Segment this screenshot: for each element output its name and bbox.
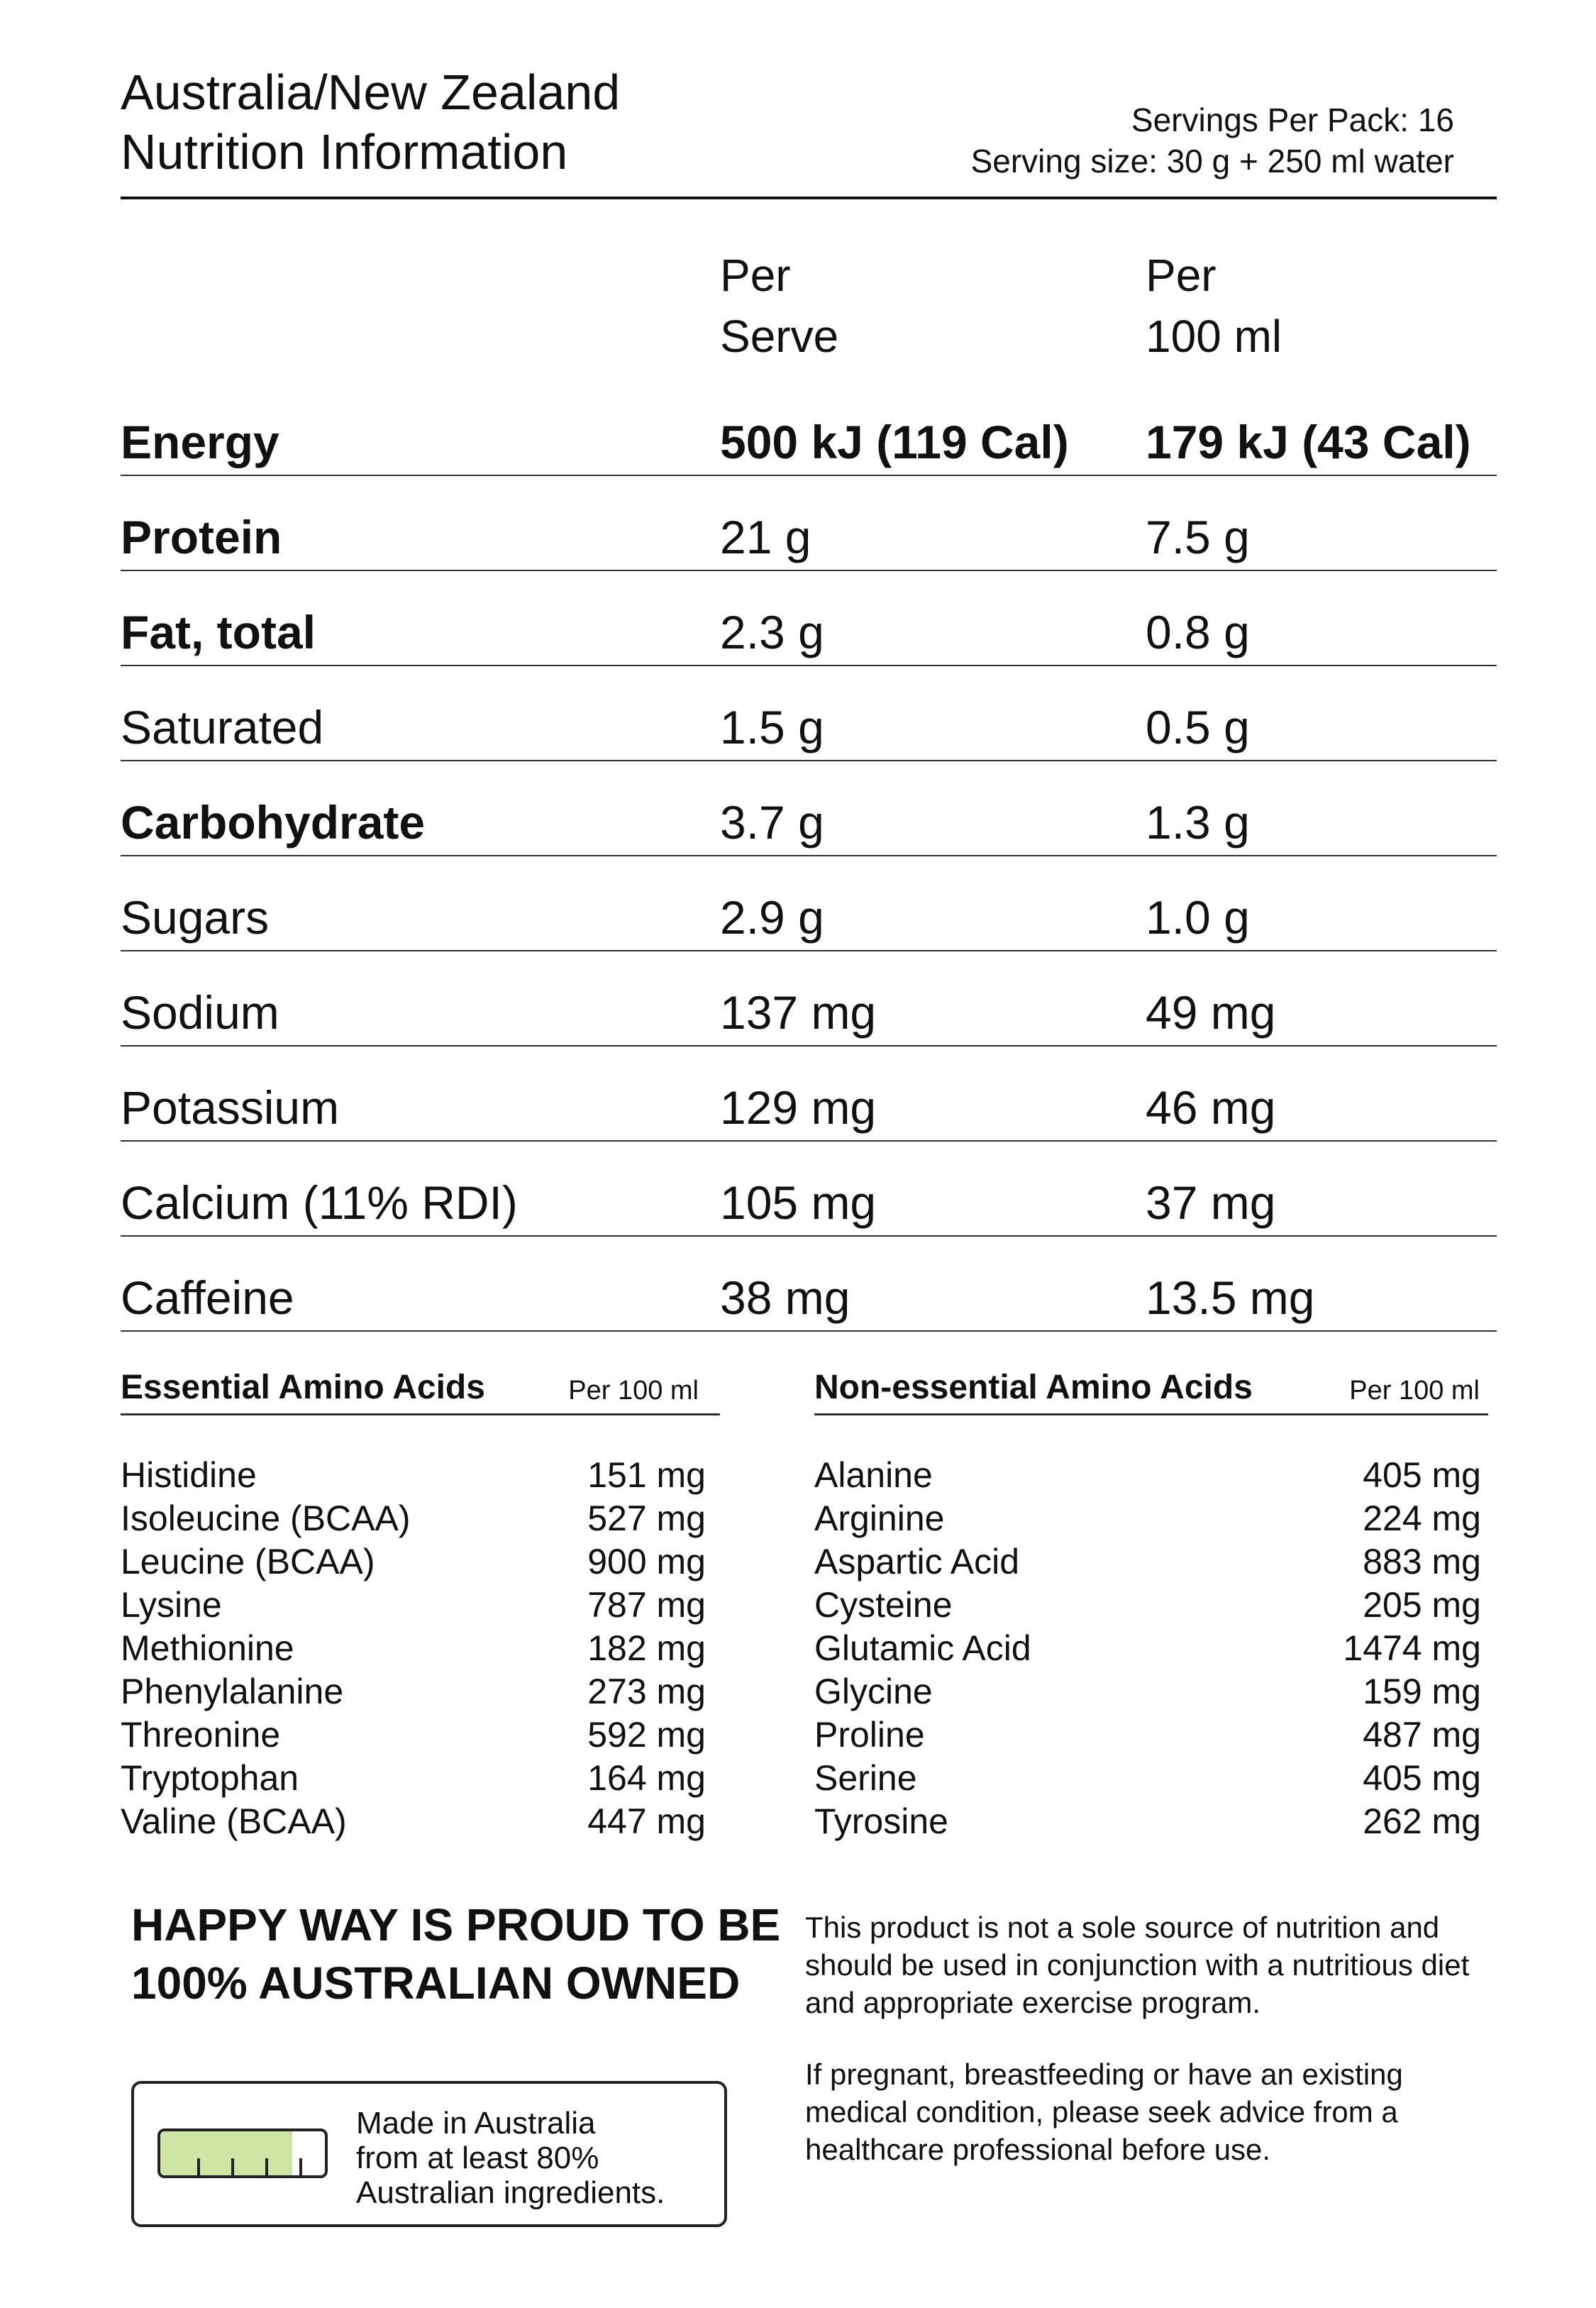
amino-value: 883 mg (1363, 1542, 1481, 1581)
per-100ml-value: 37 mg (1146, 1176, 1276, 1229)
australian-owned-statement (131, 1896, 780, 2012)
list-item (814, 1713, 1481, 1757)
nutrient-label: Calcium (11% RDI) (121, 1176, 518, 1229)
amino-value: 487 mg (1363, 1715, 1481, 1755)
amino-name: Glutamic Acid (814, 1628, 1031, 1668)
amino-name: Isoleucine (BCAA) (121, 1498, 411, 1538)
servings-per-pack: Servings Per Pack: 16 (1131, 101, 1454, 138)
serving-info (971, 99, 1454, 182)
nutrition-title (121, 62, 620, 182)
per-100ml-value: 1.0 g (1146, 891, 1250, 944)
list-item (121, 1627, 706, 1670)
nutrient-label: Carbohydrate (121, 796, 426, 849)
per-100ml-value: 7.5 g (1146, 511, 1250, 563)
made-line-3: Australian ingredients. (356, 2175, 665, 2210)
amino-value: 164 mg (587, 1758, 706, 1798)
nonessential-amino-unit: Per 100 ml (1349, 1376, 1480, 1406)
title-line-2: Nutrition Information (121, 124, 568, 180)
amino-name: Alanine (814, 1455, 933, 1495)
nutrition-row-sodium (121, 950, 1497, 1047)
bar-tick (231, 2158, 234, 2175)
per-100ml-value: 0.5 g (1146, 701, 1250, 753)
list-item (121, 1584, 706, 1627)
bar-tick (299, 2158, 302, 2175)
made-line-1: Made in Australia (356, 2106, 596, 2141)
amino-name: Valine (BCAA) (121, 1801, 347, 1841)
amino-value: 205 mg (1363, 1585, 1481, 1625)
nutrient-label: Energy (121, 416, 279, 468)
amino-name: Proline (814, 1715, 925, 1755)
australian-ingredients-bar-icon (157, 2128, 328, 2178)
amino-value: 1474 mg (1343, 1628, 1481, 1668)
nutrient-label: Sugars (121, 891, 270, 944)
amino-value: 447 mg (587, 1801, 706, 1841)
disclaimer-medical: If pregnant, breastfeeding or have an existing medical condition, please seek advice from a healthcare professional before use. (805, 2058, 1403, 2166)
amino-name: Arginine (814, 1498, 945, 1538)
per-100ml-value: 1.3 g (1146, 796, 1250, 849)
per-100ml-value: 0.8 g (1146, 606, 1250, 658)
bar-tick (265, 2158, 268, 2175)
amino-value: 262 mg (1363, 1801, 1481, 1841)
ingredients-bar-fill (160, 2131, 292, 2175)
nonessential-amino-acids-section (814, 1366, 1488, 1843)
made-line-2: from at least 80% (356, 2141, 599, 2175)
per-serve-value: 1.5 g (720, 701, 824, 753)
amino-value: 787 mg (587, 1585, 706, 1625)
amino-value: 182 mg (587, 1628, 706, 1668)
amino-name: Serine (814, 1758, 917, 1798)
list-item (121, 1713, 706, 1757)
list-item (121, 1497, 706, 1540)
bar-tick (197, 2158, 200, 2175)
per-100ml-value: 179 kJ (43 Cal) (1146, 416, 1471, 468)
per-serve-value: 38 mg (720, 1271, 850, 1324)
nutrition-row-saturated (121, 665, 1497, 761)
amino-name: Methionine (121, 1628, 294, 1668)
amino-name: Phenylalanine (121, 1672, 344, 1711)
nutrient-label: Caffeine (121, 1271, 294, 1324)
per-serve-value: 129 mg (720, 1081, 877, 1134)
list-item (814, 1454, 1481, 1497)
nutrition-row-potassium (121, 1045, 1497, 1142)
list-item (814, 1497, 1481, 1540)
nutrition-row-calcium (121, 1140, 1497, 1237)
per-serve-value: 500 kJ (119 Cal) (720, 416, 1069, 468)
amino-value: 900 mg (587, 1542, 706, 1581)
list-item (121, 1670, 706, 1713)
essential-amino-acids-section (121, 1366, 720, 1843)
per-serve-value: 105 mg (720, 1176, 877, 1229)
amino-name: Leucine (BCAA) (121, 1542, 375, 1581)
per-100ml-line-2: 100 ml (1146, 311, 1282, 362)
list-item (121, 1540, 706, 1584)
essential-amino-list (121, 1454, 706, 1843)
per-100ml-value: 49 mg (1146, 986, 1276, 1039)
amino-value: 527 mg (587, 1498, 706, 1538)
amino-value: 159 mg (1363, 1672, 1481, 1711)
list-item (121, 1800, 706, 1843)
amino-value: 405 mg (1363, 1758, 1481, 1798)
nutrient-label: Fat, total (121, 606, 316, 658)
nutrition-row-caffeine (121, 1235, 1497, 1332)
title-line-1: Australia/New Zealand (121, 65, 621, 120)
column-heading-per-serve (720, 245, 838, 367)
amino-name: Tyrosine (814, 1801, 948, 1841)
header-divider (121, 197, 1497, 199)
serving-size: Serving size: 30 g + 250 ml water (970, 143, 1454, 180)
nutrient-label: Sodium (121, 986, 279, 1039)
list-item (814, 1540, 1481, 1584)
nutrition-row-sugars (121, 855, 1497, 951)
essential-amino-unit: Per 100 ml (568, 1376, 699, 1406)
amino-name: Histidine (121, 1455, 257, 1495)
amino-value: 224 mg (1363, 1498, 1481, 1538)
nonessential-amino-divider (814, 1413, 1488, 1415)
made-in-australia-text (356, 2106, 665, 2210)
nonessential-amino-heading: Non-essential Amino Acids (814, 1369, 1253, 1406)
per-100ml-line-1: Per (1146, 250, 1217, 301)
nutrition-row-protein (121, 475, 1497, 571)
nutrition-row-carbohydrate (121, 760, 1497, 856)
amino-value: 592 mg (587, 1715, 706, 1755)
per-serve-line-1: Per (720, 250, 791, 301)
per-serve-value: 2.9 g (720, 891, 824, 944)
disclaimer (805, 1909, 1486, 2202)
list-item (814, 1627, 1481, 1670)
amino-name: Lysine (121, 1585, 222, 1625)
per-serve-value: 21 g (720, 511, 811, 563)
nonessential-amino-list (814, 1454, 1481, 1843)
amino-value: 405 mg (1363, 1455, 1481, 1495)
list-item (814, 1757, 1481, 1800)
amino-name: Threonine (121, 1715, 281, 1755)
essential-amino-heading: Essential Amino Acids (121, 1369, 485, 1406)
per-serve-line-2: Serve (720, 311, 839, 362)
list-item (814, 1670, 1481, 1713)
nutrient-label: Saturated (121, 701, 324, 753)
list-item (814, 1584, 1481, 1627)
list-item (814, 1800, 1481, 1843)
per-100ml-value: 13.5 mg (1146, 1271, 1315, 1324)
per-serve-value: 2.3 g (720, 606, 824, 658)
column-heading-per-100ml (1146, 245, 1282, 367)
proud-line-1: HAPPY WAY IS PROUD TO BE (131, 1899, 781, 1950)
amino-name: Cysteine (814, 1585, 953, 1625)
nutrition-row-energy (121, 380, 1497, 476)
amino-value: 151 mg (587, 1455, 706, 1495)
essential-amino-divider (121, 1413, 720, 1415)
nutrient-label: Protein (121, 511, 282, 563)
proud-line-2: 100% AUSTRALIAN OWNED (131, 1958, 741, 2009)
amino-name: Tryptophan (121, 1758, 299, 1798)
per-100ml-value: 46 mg (1146, 1081, 1276, 1134)
per-serve-value: 137 mg (720, 986, 877, 1039)
list-item (121, 1454, 706, 1497)
disclaimer-nutrition: This product is not a sole source of nutrition and should be used in conjunction with a nutritious diet and appropriate exercise program. (805, 1911, 1470, 2019)
amino-value: 273 mg (587, 1672, 706, 1711)
nutrition-row-fat-total (121, 570, 1497, 666)
per-serve-value: 3.7 g (720, 796, 824, 849)
amino-name: Aspartic Acid (814, 1542, 1020, 1581)
amino-name: Glycine (814, 1672, 933, 1711)
list-item (121, 1757, 706, 1800)
nutrient-label: Potassium (121, 1081, 340, 1134)
